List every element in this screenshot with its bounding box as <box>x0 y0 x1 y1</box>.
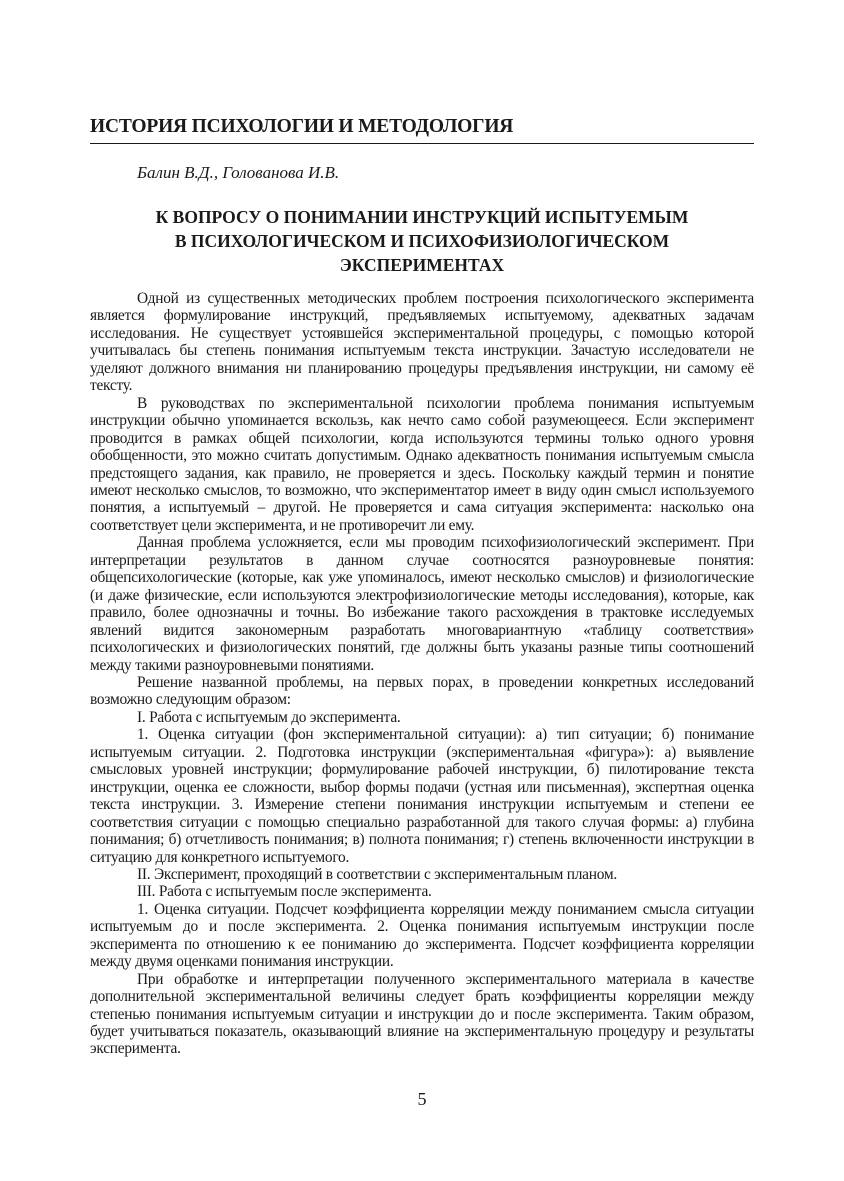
article-title <box>90 205 754 277</box>
paragraph: 1. Оценка ситуации (фон экспериментальной ситуации): а) тип ситуации; б) понимание испытуемым ситуации. 2. Подготовка инструкции (экспериментальная «фигура»): а) выявление смысловых уровней инструкции; формулирование рабочей инструкции, б) пилотирование текста инструкции, оценка ее сложности, выбор формы подачи (устная или письменная), экспертная оценка текста инструкции. 3. Измерение степени понимания инструкции испытуемым и степени ее соответствия ситуации с помощью специально разработанной для такого случая формы: а) глубина понимания; б) отчетливость понимания; в) полнота понимания; г) степень включенности инструкции в ситуацию для конкретного испытуемого. <box>90 726 754 866</box>
article-body <box>90 290 754 1058</box>
title-line: ЭКСПЕРИМЕНТАХ <box>339 255 505 275</box>
paragraph: Одной из существенных методических проблем построения психологического эксперимента является формулирование инструкций, предъявляемых испытуемому, адекватных задачам исследования. Не существует устоявшейся экспериментальной процедуры, с помощью которой учитывалась бы степень понимания испытуемым текста инструкции. Зачастую исследователи не уделяют должного внимания ни планированию процедуры предъявления инструкции, ни самому её тексту. <box>90 290 754 395</box>
paragraph: II. Эксперимент, проходящий в соответствии с экспериментальным планом. <box>137 865 617 883</box>
authors: Балин В.Д., Голованова И.В. <box>137 163 340 182</box>
paragraph: I. Работа с испытуемым до эксперимента. <box>137 708 401 726</box>
title-line: В ПСИХОЛОГИЧЕСКОМ И ПСИХОФИЗИОЛОГИЧЕСКОМ <box>174 231 670 251</box>
header-divider <box>90 143 754 144</box>
section-header: ИСТОРИЯ ПСИХОЛОГИИ И МЕТОДОЛОГИЯ <box>90 116 514 137</box>
paragraph: Решение названной проблемы, на первых порах, в проведении конкретных исследований возможно следующим образом: <box>90 673 754 709</box>
paragraph: 1. Оценка ситуации. Подсчет коэффициента корреляции между пониманием смысла ситуации испытуемым до и после эксперимента. 2. Оценка понимания испытуемым инструкции после эксперимента по отношению к ее пониманию до эксперимента. Подсчет коэффициента корреляции между двумя оценками понимания инструкции. <box>90 900 754 971</box>
paragraph: III. Работа с испытуемым после эксперимента. <box>137 883 432 901</box>
paragraph: При обработке и интерпретации полученного экспериментального материала в качестве дополнительной экспериментальной величины следует брать коэффициенты корреляции между степенью понимания испытуемым ситуации и инструкции до и после эксперимента. Таким образом, будет учитываться показатель, оказывающий влияние на экспериментальную процедуру и результаты эксперимента. <box>90 970 754 1058</box>
title-line: К ВОПРОСУ О ПОНИМАНИИ ИНСТРУКЦИЙ ИСПЫТУЕМЫМ <box>155 207 689 227</box>
paragraph: Данная проблема усложняется, если мы проводим психофизиологический эксперимент. При интерпретации результатов в данном случае соотносятся разноуровневые понятия: общепсихологические (которые, как уже упоминалось, имеют несколько смыслов) и физиологические (и даже физические, если используются электрофизиологические методы исследования), которые, как правило, более однозначны и точны. Во избежание такого расхождения в трактовке исследуемых явлений видится закономерным разработать многовариантную «таблицу соответствия» психологических и физиологических понятий, где должны быть указаны разные типы соотношений между такими разноуровневыми понятиями. <box>90 534 754 674</box>
page-number: 5 <box>417 1089 427 1109</box>
paragraph: В руководствах по экспериментальной психологии проблема понимания испытуемым инструкции обычно упоминается вскользь, как нечто само собой разумеющееся. Если эксперимент проводится в рамках общей психологии, когда используются термины только одного уровня обобщенности, это можно считать допустимым. Однако адекватность понимания испытуемым смысла предстоящего задания, как правило, не проверяется и здесь. Поскольку каждый термин и понятие имеют несколько смыслов, то возможно, что экспериментатор имеет в виду один смысл используемого понятия, а испытуемый – другой. Не проверяется и сама ситуация эксперимента: насколько она соответствует цели эксперимента, и не противоречит ли ему. <box>90 394 754 534</box>
